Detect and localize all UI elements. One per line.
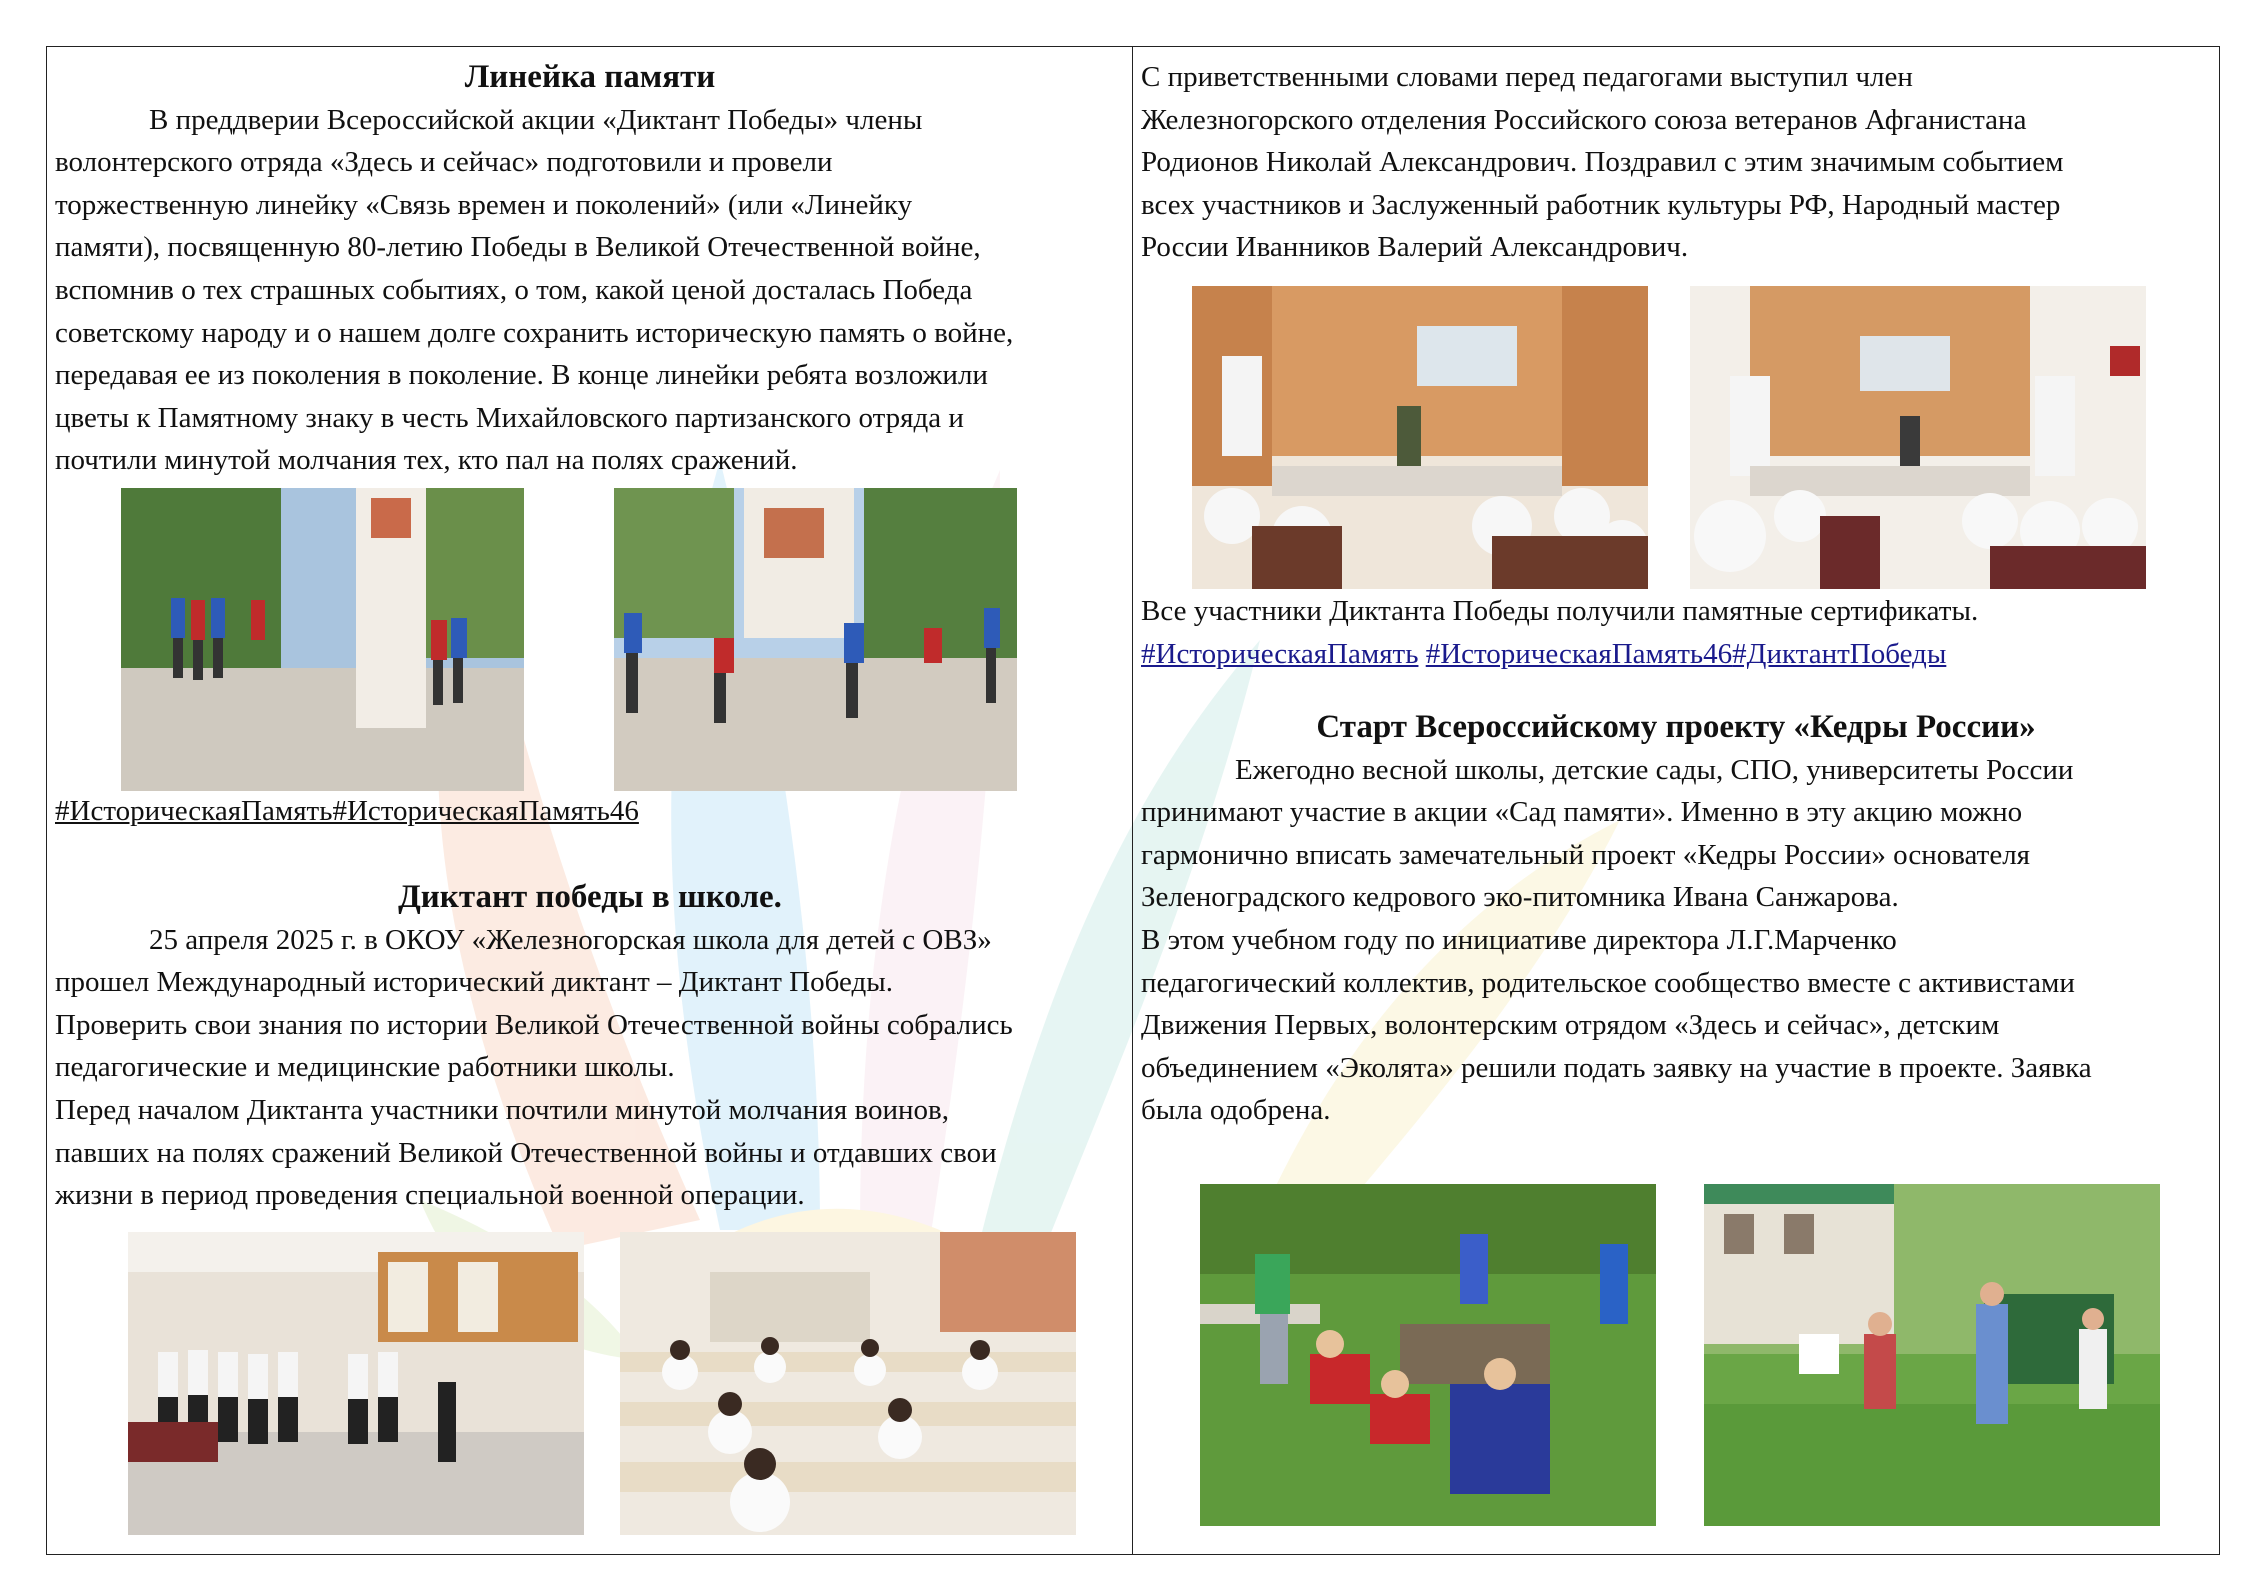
text-line: принимают участие в акции «Сад памяти». Именно в эту акцию можно [1141, 796, 2023, 829]
text-line: жизни в период проведения специальной военной операции. [55, 1179, 805, 1212]
photo-planting-courtyard [1704, 1184, 2160, 1526]
photo-memorial-students [121, 488, 524, 791]
text-line: Ежегодно весной школы, детские сады, СПО, университеты России [1235, 753, 2074, 786]
photo-folk-musician [1690, 286, 2146, 589]
text-line: павших на полях сражений Великой Отечественной войны и отдавших свои [55, 1136, 997, 1169]
text-line: торжественную линейку «Связь времен и поколений» (или «Линейку [55, 188, 913, 221]
certificates-paragraph [1141, 590, 2211, 675]
text-line: В преддверии Всероссийской акции «Диктант Победы» члены [149, 103, 923, 136]
text-line: гармонично вписать замечательный проект «Кедры России» основателя [1141, 838, 2031, 871]
hashtag-link[interactable]: #ДиктантПобеды [1732, 637, 1947, 670]
text-line: Железногорского отделения Российского союза ветеранов Афганистана [1141, 103, 2027, 136]
text-line: России Иванников Валерий Александрович. [1141, 231, 1689, 264]
text-line: вспомнив о тех страшных событиях, о том, какой ценой досталась Победа [55, 273, 973, 306]
text-line: была одобрена. [1141, 1094, 1331, 1127]
text-line: Зеленоградского кедрового эко-питомника Ивана Санжарова. [1141, 881, 1899, 914]
text-line: Проверить свои знания по истории Великой Отечественной войны собрались [55, 1008, 1013, 1041]
text-line: Все участники Диктанта Победы получили памятные сертификаты. [1141, 595, 1979, 627]
text-line: памяти), посвященную 80-летию Победы в Великой Отечественной войне, [55, 231, 981, 264]
text-line: С приветственными словами перед педагогами выступил член [1141, 61, 1913, 93]
hashtags-links [1141, 633, 2211, 676]
text-line: почтили минутой молчания тех, кто пал на полях сражений. [55, 444, 798, 477]
photo-veteran-speech [1192, 286, 1648, 589]
article-memorial-lineup [55, 56, 1125, 482]
text-line: педагогические и медицинские работники школы. [55, 1051, 675, 1084]
text-line: цветы к Памятному знаку в честь Михайловского партизанского отряда и [55, 401, 964, 434]
text-line: Родионов Николай Александрович. Поздравил с этим значимым событием [1141, 146, 2064, 179]
text-line: советскому народу и о нашем долге сохранить историческую память о войне, [55, 316, 1014, 349]
hashtags[interactable]: #ИсторическаяПамять#ИсторическаяПамять46 [55, 795, 639, 827]
photo-dictation-classroom [620, 1232, 1076, 1535]
text-line: передавая ее из поколения в поколение. В конце линейки ребята возложили [55, 359, 988, 392]
text-line: педагогический коллектив, родительское сообщество вместе с активистами [1141, 966, 2075, 999]
photo-minute-of-silence [128, 1232, 584, 1535]
text-line: 25 апреля 2025 г. в ОКОУ «Железногорская школа для детей с ОВЗ» [149, 923, 992, 956]
text-line: прошел Международный исторический диктант – Диктант Победы. [55, 966, 893, 999]
photo-tree-planting [1200, 1184, 1656, 1526]
text-line: Перед началом Диктанта участники почтили минутой молчания воинов, [55, 1093, 949, 1126]
hashtags-line [55, 790, 1125, 833]
text-line: всех участников и Заслуженный работник культуры РФ, Народный мастер [1141, 188, 2061, 221]
article-title: Диктант победы в школе. [398, 879, 782, 915]
column-divider [1132, 46, 1133, 1555]
text-line: Движения Первых, волонтерским отрядом «Здесь и сейчас», детским [1141, 1009, 2000, 1042]
text-line: волонтерского отряда «Здесь и сейчас» подготовили и провели [55, 146, 833, 179]
speakers-paragraph [1141, 56, 2211, 269]
hashtag-link[interactable]: #ИсторическаяПамять [1141, 637, 1419, 670]
text-line: объединением «Эколята» решили подать заявку на участие в проекте. Заявка [1141, 1051, 2092, 1084]
article-cedars-of-russia [1141, 706, 2211, 1132]
article-title: Старт Всероссийскому проекту «Кедры России» [1316, 709, 2036, 745]
article-victory-dictation [55, 876, 1125, 1217]
article-title: Линейка памяти [464, 59, 716, 95]
hashtag-link[interactable]: #ИсторическаяПамять46 [1425, 637, 1733, 670]
photo-flowers-laying [614, 488, 1017, 791]
text-line: В этом учебном году по инициативе директора Л.Г.Марченко [1141, 923, 1897, 956]
